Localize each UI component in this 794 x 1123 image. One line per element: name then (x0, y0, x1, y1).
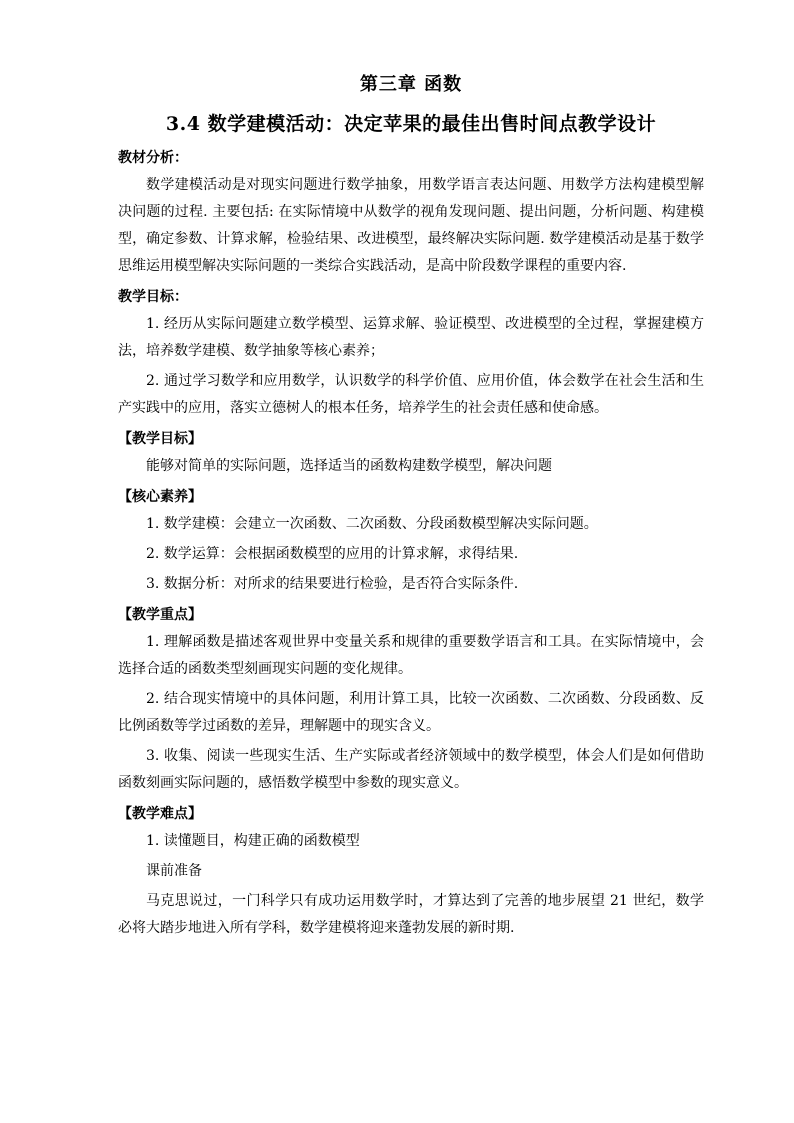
paragraph: 数学建模活动是对现实问题进行数学抽象，用数学语言表达问题、用数学方法构建模型解决问题的过程. 主要包括: 在实际情境中从数学的视角发现问题、提出问题，分析问题、构建模型，确定参数、计算求解，检验结果、改进模型，最终解决实际问题. 数学建模活动是基于数学思维运用模型解决实际问题的一类综合实践活动，是高中阶段数学课程的重要内容. (118, 177, 704, 274)
section-teaching-objective (118, 425, 704, 480)
section-heading: 【教学难点】 (118, 806, 202, 822)
section-heading: 【教学目标】 (118, 431, 202, 447)
paragraph: 1. 数学建模：会建立一次函数、二次函数、分段函数模型解决实际问题。 (146, 516, 598, 532)
paragraph: 3. 收集、阅读一些现实生活、生产实际或者经济领域中的数学模型，体会人们是如何借助函数刻画实际问题的，感悟数学模型中参数的现实意义。 (118, 748, 704, 791)
paragraph: 马克思说过，一门科学只有成功运用数学时，才算达到了完善的地步展望 21 世纪，数学必将大踏步地进入所有学科，数学建模将迎来蓬勃发展的新时期. (118, 893, 704, 936)
paragraph: 课前准备 (146, 863, 202, 879)
section-heading: 【教学重点】 (118, 607, 202, 623)
paragraph: 2. 通过学习数学和应用数学，认识数学的科学价值、应用价值，体会数学在社会生活和生产实践中的应用，落实立德树人的根本任务，培养学生的社会责任感和使命感。 (118, 373, 704, 416)
section-core-literacy (118, 483, 704, 598)
paragraph: 3. 数据分析：对所求的结果要进行检验，是否符合实际条件. (146, 576, 519, 592)
paragraph: 1. 理解函数是描述客观世界中变量关系和规律的重要数学语言和工具。在实际情境中，会选择合适的函数类型刻画现实问题的变化规律。 (118, 634, 704, 677)
section-difficulties (118, 800, 704, 942)
paragraph: 2. 结合现实情境中的具体问题，利用计算工具，比较一次函数、二次函数、分段函数、反比例函数等学过函数的差异，理解题中的现实含义。 (118, 691, 704, 734)
document-title: 3.4 数学建模活动：决定苹果的最佳出售时间点教学设计 (165, 113, 657, 135)
section-heading: 教材分析： (118, 150, 188, 166)
section-material-analysis (118, 144, 704, 280)
section-teaching-goals (118, 283, 704, 422)
chapter-title: 第三章 函数 (359, 74, 463, 95)
section-heading: 【核心素养】 (118, 489, 202, 505)
section-heading: 教学目标： (118, 289, 188, 305)
paragraph: 1. 读懂题目，构建正确的函数模型 (146, 833, 360, 849)
paragraph: 1. 经历从实际问题建立数学模型、运算求解、验证模型、改进模型的全过程，掌握建模方法，培养数学建模、数学抽象等核心素养； (118, 316, 704, 359)
paragraph: 2. 数学运算：会根据函数模型的应用的计算求解，求得结果. (146, 546, 519, 562)
section-key-points (118, 601, 704, 797)
paragraph: 能够对简单的实际问题，选择适当的函数构建数学模型，解决问题 (146, 458, 552, 474)
